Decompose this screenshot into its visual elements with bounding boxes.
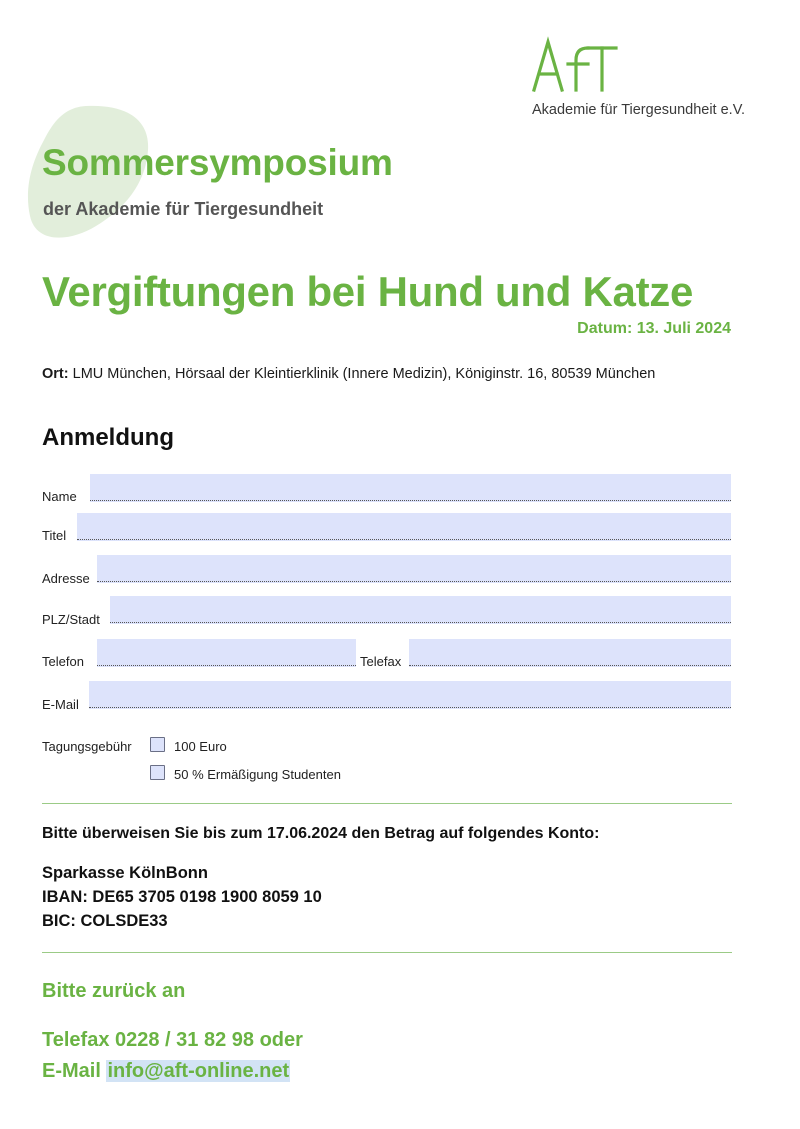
plz-stadt-label: PLZ/Stadt: [42, 612, 100, 627]
return-email-line: [42, 1060, 290, 1083]
fee-label: Tagungsgebühr: [42, 739, 132, 754]
bank-iban: IBAN: DE65 3705 0198 1900 8059 10: [42, 888, 322, 906]
return-email-prefix: E-Mail: [42, 1060, 101, 1082]
return-title: Bitte zurück an: [42, 980, 186, 1002]
name-field[interactable]: [90, 474, 731, 502]
email-dotted-line: [89, 707, 731, 708]
adresse-dotted-line: [97, 581, 731, 582]
aft-logo: [532, 34, 622, 96]
email-field[interactable]: [89, 681, 731, 709]
event-title: Sommersymposium: [42, 142, 393, 183]
venue-label: Ort:: [42, 366, 69, 382]
fee-option-100-checkbox[interactable]: [150, 737, 165, 752]
form-title: Anmeldung: [42, 424, 174, 451]
adresse-label: Adresse: [42, 571, 90, 586]
divider: [42, 952, 732, 953]
venue-text: LMU München, Hörsaal der Kleintierklinik (Innere Medizin), Königinstr. 16, 80539 München: [72, 366, 656, 382]
email-label: E-Mail: [42, 697, 79, 712]
payment-instructions: Bitte überweisen Sie bis zum 17.06.2024 den Betrag auf folgendes Konto:: [42, 825, 600, 842]
event-subtitle: der Akademie für Tiergesundheit: [43, 199, 324, 219]
adresse-field[interactable]: [97, 555, 731, 583]
name-label: Name: [42, 489, 77, 504]
telefon-field[interactable]: [97, 639, 356, 667]
fee-option-student-checkbox[interactable]: [150, 765, 165, 780]
titel-field[interactable]: [77, 513, 731, 541]
telefax-label: Telefax: [360, 654, 402, 669]
bank-name: Sparkasse KölnBonn: [42, 864, 208, 882]
telefax-field[interactable]: [409, 639, 731, 667]
plz-stadt-dotted-line: [110, 622, 731, 623]
titel-label: Titel: [42, 528, 67, 543]
name-dotted-line: [90, 500, 731, 501]
plz-stadt-field[interactable]: [110, 596, 731, 624]
telefon-label: Telefon: [42, 654, 84, 669]
telefax-dotted-line: [409, 665, 731, 666]
bank-bic: BIC: COLSDE33: [42, 912, 168, 930]
return-fax: Telefax 0228 / 31 82 98 oder: [42, 1029, 303, 1051]
email-link[interactable]: info@aft-online.net: [107, 1060, 290, 1082]
titel-dotted-line: [77, 539, 731, 540]
fee-option-100-label: 100 Euro: [174, 739, 227, 754]
organization-name: Akademie für Tiergesundheit e.V.: [532, 102, 746, 118]
aft-logo-mark: [532, 34, 622, 96]
event-headline: Vergiftungen bei Hund und Katze: [42, 268, 694, 315]
event-date: Datum: 13. Juli 2024: [577, 320, 731, 337]
fee-option-student-label: 50 % Ermäßigung Studenten: [174, 767, 341, 782]
telefon-dotted-line: [97, 665, 356, 666]
divider: [42, 803, 732, 804]
venue-line: [42, 366, 655, 382]
